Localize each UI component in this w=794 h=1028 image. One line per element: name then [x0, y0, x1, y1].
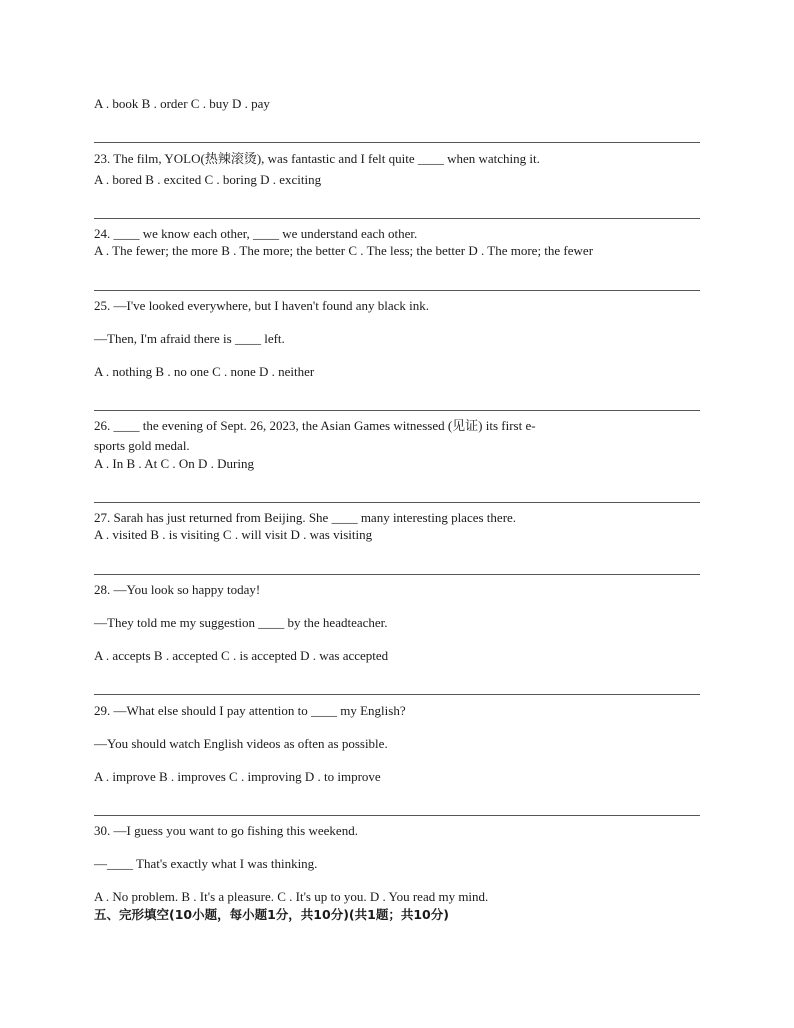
question-divider: [94, 574, 700, 575]
q29-stem-a: 29. —What else should I pay attention to ____ my English?: [94, 703, 406, 718]
question-divider: [94, 502, 700, 503]
q30-options: A . No problem. B . It's a pleasure. C . It's up to you. D . You read my mind.: [94, 889, 489, 904]
q25-stem-a: 25. —I've looked everywhere, but I haven't found any black ink.: [94, 298, 429, 313]
q28-options: A . accepts B . accepted C . is accepted D . was accepted: [94, 648, 389, 663]
section-heading: 五、完形填空(10小题，每小题1分，共10分)(共1题；共10分): [94, 907, 449, 922]
q23-stem: 23. The film, YOLO(热辣滚烫), was fantastic and I felt quite ____ when watching it.: [94, 151, 540, 166]
q28-stem-a: 28. —You look so happy today!: [94, 582, 261, 597]
q25-options: A . nothing B . no one C . none D . neither: [94, 364, 315, 379]
q30-stem-a: 30. —I guess you want to go fishing this weekend.: [94, 823, 358, 838]
question-divider: [94, 218, 700, 219]
question-divider: [94, 815, 700, 816]
q23-options: A . bored B . excited C . boring D . exciting: [94, 172, 322, 187]
q26-stem-b: sports gold medal.: [94, 438, 190, 453]
question-divider: [94, 694, 700, 695]
q27-options: A . visited B . is visiting C . will visit D . was visiting: [94, 527, 373, 542]
q27-stem: 27. Sarah has just returned from Beijing. She ____ many interesting places there.: [94, 510, 517, 525]
q29-options: A . improve B . improves C . improving D . to improve: [94, 769, 381, 784]
q26-options: A . In B . At C . On D . During: [94, 456, 254, 471]
question-divider: [94, 290, 700, 291]
q24-options: A . The fewer; the more B . The more; the better C . The less; the better D . The more; the fewer: [94, 243, 594, 258]
question-divider: [94, 410, 700, 411]
q29-stem-b: —You should watch English videos as often as possible.: [94, 736, 388, 751]
q28-stem-b: —They told me my suggestion ____ by the headteacher.: [94, 615, 388, 630]
question-divider: [94, 142, 700, 143]
q26-stem-a: 26. ____ the evening of Sept. 26, 2023, the Asian Games witnessed (见证) its first e-: [94, 418, 536, 433]
q25-stem-b: —Then, I'm afraid there is ____ left.: [94, 331, 285, 346]
q24-stem: 24. ____ we know each other, ____ we understand each other.: [94, 226, 418, 241]
q22-options: A . book B . order C . buy D . pay: [94, 96, 270, 111]
q30-stem-b: —____ That's exactly what I was thinking.: [94, 856, 318, 871]
